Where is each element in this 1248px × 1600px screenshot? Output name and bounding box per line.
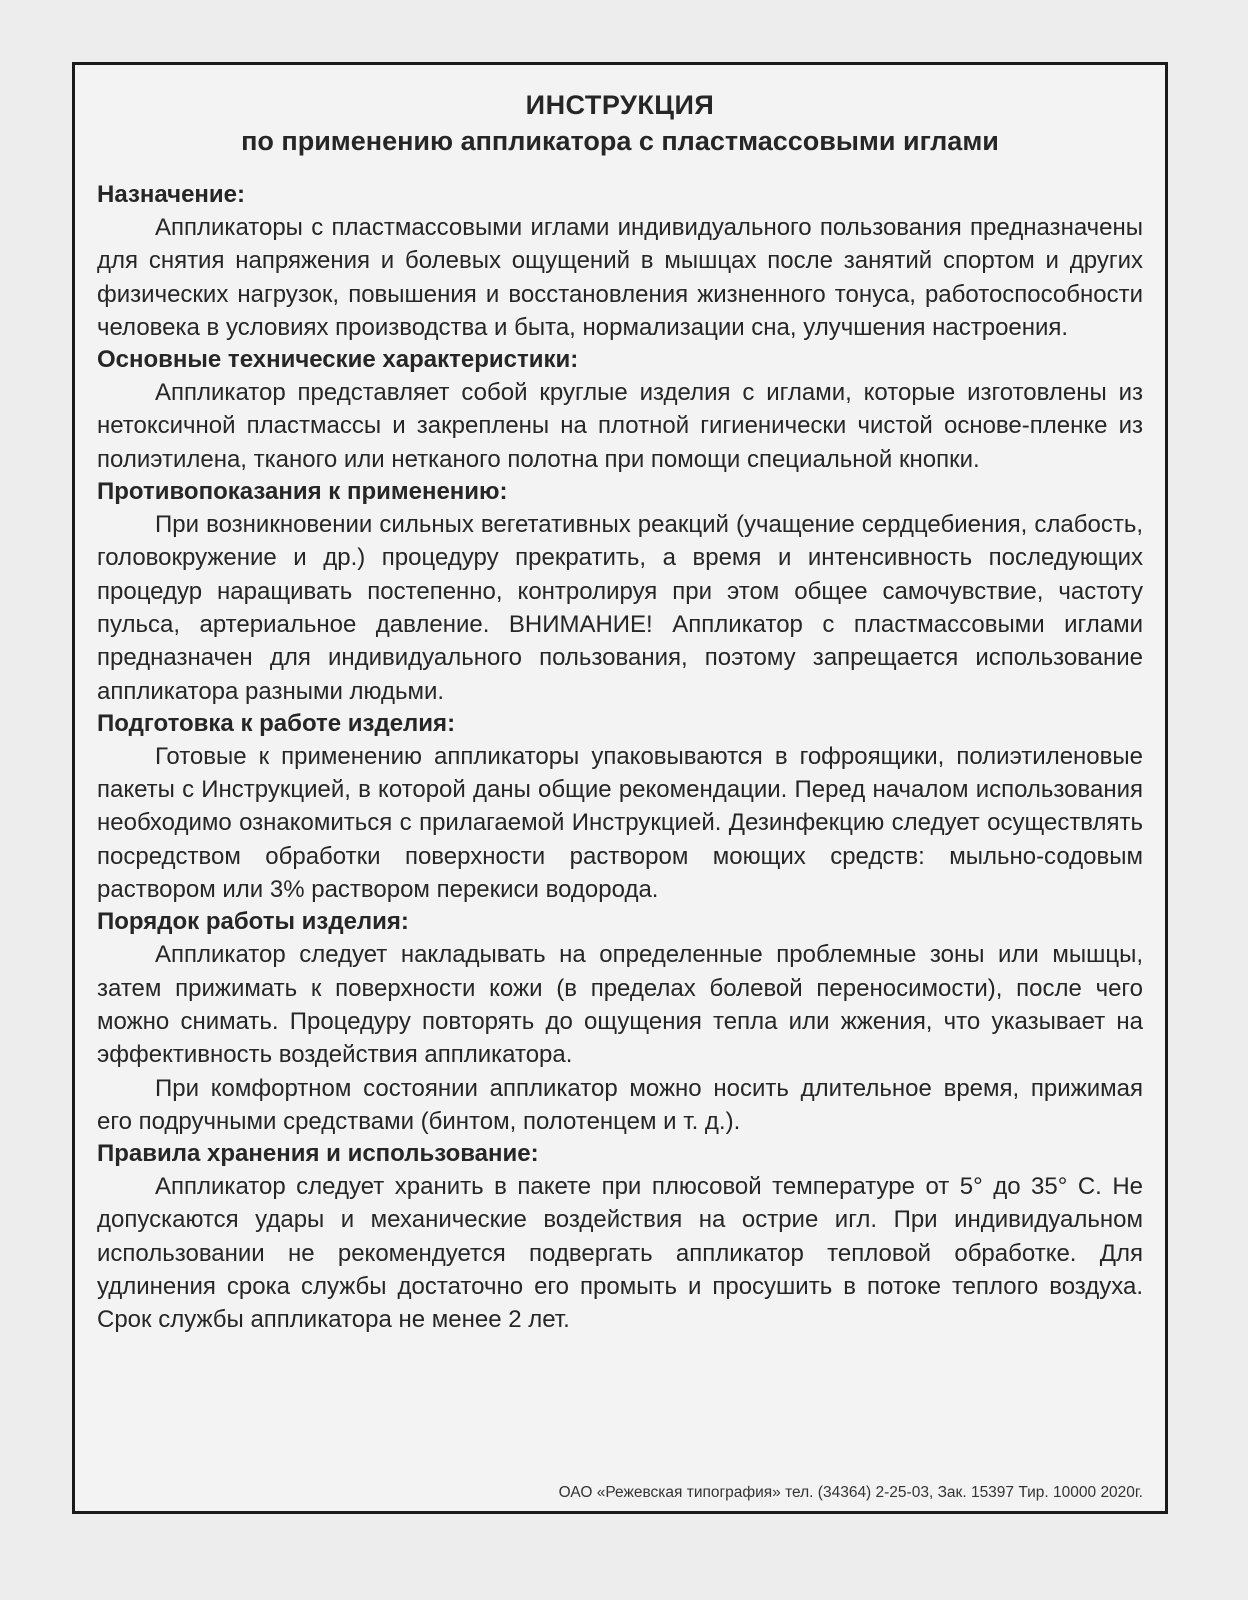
section-storage [97,1138,1143,1336]
section-paragraph: Аппликатор следует накладывать на определенные проблемные зоны или мышцы, затем прижимать к поверхности кожи (в пределах болевой переносимости), после чего можно снимать. Процедуру повторять до ощущения тепла или жжения, что указывает на эффективность воздействия аппликатора. [97,941,1143,1069]
section-paragraph: При возникновении сильных вегетативных реакций (учащение сердцебиения, слабость, головокружение и др.) процедуру прекратить, а время и интенсивность последующих процедур наращивать постепенно, контролируя при этом общее самочувствие, частоту пульса, артериальное давление. ВНИМАНИЕ! Аппликатор с пластмассовыми иглами предназначен для индивидуального пользования, поэтому запрещается использование аппликатора разными людьми. [97,511,1143,705]
section-contraindications [97,476,1143,708]
section-paragraph: Аппликатор представляет собой круглые изделия с иглами, которые изготовлены из нетоксичной пластмассы и закреплены на плотной гигиенически чистой основе-пленке из полиэтилена, тканого или нетканого полотна при помощи специальной кнопки. [97,379,1143,473]
section-preparation [97,708,1143,906]
section-heading: Противопоказания к применению: [97,478,508,506]
section-heading: Порядок работы изделия: [97,908,409,936]
section-paragraph: При комфортном состоянии аппликатор можно носить длительное время, прижимая его подручными средствами (бинтом, полотенцем и т. д.). [97,1074,1143,1135]
section-heading: Назначение: [97,181,246,208]
printer-imprint: ОАО «Режевская типография» тел. (34364) 2-25-03, Зак. 15397 Тир. 10000 2020г. [558,1484,1143,1501]
section-specifications [97,344,1143,476]
section-heading: Основные технические характеристики: [97,346,579,374]
section-paragraph: Готовые к применению аппликаторы упаковываются в гофроящики, полиэтиленовые пакеты с Инструкцией, в которой даны общие рекомендации. Перед началом использования необходимо ознакомиться с прилагаемой Инструкцией. Дезинфекцию следует осуществлять посредством обработки поверхности раствором моющих средств: мыльно-содовым раствором или 3% раствором перекиси водорода. [97,742,1143,904]
section-purpose [97,179,1143,344]
section-paragraph: Аппликатор следует хранить в пакете при плюсовой температуре от 5° до 35° С. Не допускаются удары и механические воздействия на острие игл. При индивидуальном использовании не рекомендуется подвергать аппликатор тепловой обработке. Для удлинения срока службы достаточно его промыть и просушить в потоке теплого воздуха. Срок службы аппликатора не менее 2 лет. [97,1173,1143,1334]
section-heading: Правила хранения и использование: [97,1140,539,1168]
section-operation [97,906,1143,1138]
document-title: ИНСТРУКЦИЯ [525,90,715,120]
document-subtitle: по применению аппликатора с пластмассовыми иглами [241,126,999,156]
section-heading: Подготовка к работе изделия: [97,709,456,737]
section-paragraph: Аппликаторы с пластмассовыми иглами индивидуального пользования предназначены для снятия напряжения и болевых ощущений в мышцах после занятий спортом и других физических нагрузок, повышения и восстановления жизненного тонуса, работоспособности человека в условиях производства и быта, нормализации сна, улучшения настроения. [97,214,1143,341]
instruction-sheet [72,62,1168,1514]
